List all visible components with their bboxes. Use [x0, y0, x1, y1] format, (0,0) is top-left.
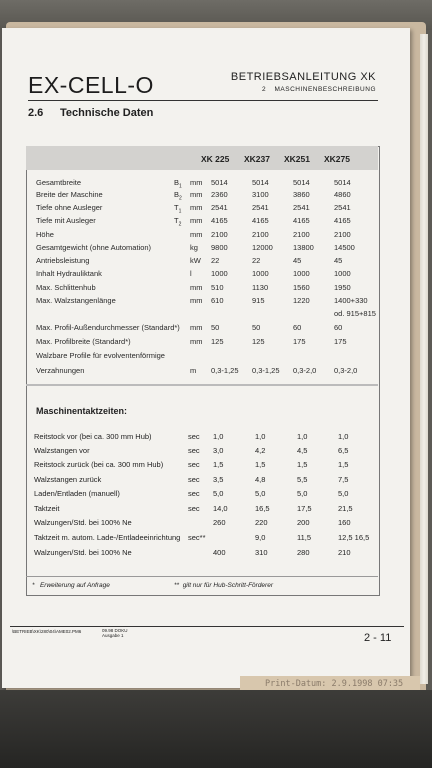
time-value: 14,0 — [213, 504, 228, 513]
column-header-xk237: XK237 — [244, 154, 270, 164]
machine-times-title: Maschinentaktzeiten: — [36, 406, 128, 416]
spec-value: 1000 — [334, 269, 351, 278]
spec-value: 2541 — [334, 203, 351, 212]
spec-symbol: $B_2$ — [174, 190, 182, 202]
spec-value: 4165 — [211, 216, 228, 225]
spec-unit: mm — [190, 230, 203, 239]
time-value: 1,0 — [338, 432, 349, 441]
time-value: 400 — [213, 548, 226, 557]
time-unit: sec — [188, 460, 200, 469]
time-unit: sec** — [188, 533, 206, 542]
spec-value: 45 — [334, 256, 343, 265]
spec-unit: mm — [190, 337, 203, 346]
footer-file-path: \BETRIEB\XK\280\04\AME02.PM6 — [12, 629, 82, 634]
time-label: Reitstock zurück (bei ca. 300 mm Hub) — [34, 460, 164, 469]
time-row — [2, 489, 432, 501]
time-row — [2, 460, 432, 472]
spec-value: 0,3-1,25 — [252, 366, 280, 375]
spec-value: 2100 — [334, 230, 351, 239]
spec-value: 60 — [334, 323, 343, 332]
time-value: 280 — [297, 548, 310, 557]
spec-row — [2, 309, 432, 321]
footer-date: 09.98 DOKU — [102, 628, 128, 633]
time-value: 3,5 — [213, 475, 224, 484]
spec-value: 125 — [252, 337, 265, 346]
time-value: 4,5 — [297, 446, 308, 455]
time-value: 5,0 — [338, 489, 349, 498]
time-value: 1,5 — [297, 460, 308, 469]
time-row — [2, 446, 432, 458]
time-value: 7,5 — [338, 475, 349, 484]
spec-label: Max. Profil-Außendurchmesser (Standard*) — [36, 323, 180, 332]
spec-unit: mm — [190, 323, 203, 332]
spec-row — [2, 296, 432, 308]
spec-label: Walzbare Profile für evolventenförmige — [36, 351, 165, 360]
spec-value: 5014 — [293, 178, 310, 187]
column-header-xk275: XK275 — [324, 154, 350, 164]
spec-value: 0,3-2,0 — [334, 366, 358, 375]
spec-value: 4860 — [334, 190, 351, 199]
time-label: Taktzeit — [34, 504, 60, 513]
time-value: 1,5 — [338, 460, 349, 469]
spec-value: 2360 — [211, 190, 228, 199]
spec-label: Breite der Maschine — [36, 190, 103, 199]
spec-unit: mm — [190, 216, 203, 225]
time-row — [2, 432, 432, 444]
spec-value: 2100 — [252, 230, 269, 239]
time-value: 1,0 — [297, 432, 308, 441]
spec-value: 3860 — [293, 190, 310, 199]
spec-unit: mm — [190, 190, 203, 199]
chapter-name: MASCHINENBESCHREIBUNG — [274, 86, 376, 93]
time-value: 1,5 — [255, 460, 266, 469]
spec-row — [2, 190, 432, 202]
time-value: 21,5 — [338, 504, 353, 513]
time-row — [2, 518, 432, 530]
spec-unit: mm — [190, 296, 203, 305]
spec-row — [2, 269, 432, 281]
spec-value: 1000 — [293, 269, 310, 278]
time-value: 5,0 — [297, 489, 308, 498]
time-value: 1,5 — [213, 460, 224, 469]
time-value: 12,5 16,5 — [338, 533, 370, 542]
spec-value: 1000 — [252, 269, 269, 278]
spec-row — [2, 351, 432, 363]
spec-value: 5014 — [334, 178, 351, 187]
spec-row — [2, 337, 432, 349]
table-surface — [0, 690, 432, 768]
chapter-subtitle — [231, 86, 376, 93]
spec-value: 1130 — [252, 283, 269, 292]
time-label: Taktzeit m. autom. Lade-/Entladeeinrichtung — [34, 533, 181, 542]
spec-value: 510 — [211, 283, 224, 292]
header-right — [231, 71, 376, 93]
time-value: 260 — [213, 518, 226, 527]
spec-value: 1000 — [211, 269, 228, 278]
time-value: 3,0 — [213, 446, 224, 455]
section-divider — [26, 384, 378, 386]
spec-value: 5014 — [211, 178, 228, 187]
spec-label: Max. Walzstangenlänge — [36, 296, 116, 305]
spec-label: Inhalt Hydrauliktank — [36, 269, 102, 278]
spec-value: 14500 — [334, 243, 355, 252]
spec-row — [2, 203, 432, 215]
spec-label: Höhe — [36, 230, 54, 239]
manual-title: BETRIEBSANLEITUNG XK — [230, 71, 376, 83]
footnote-rule — [26, 576, 378, 577]
time-value: 5,0 — [213, 489, 224, 498]
spec-label: Max. Profilbreite (Standard*) — [36, 337, 131, 346]
time-value: 17,5 — [297, 504, 312, 513]
footnote-star: * Erweiterung auf Anfrage — [32, 582, 110, 589]
spec-row — [2, 256, 432, 268]
column-header-xk225: XK 225 — [201, 154, 230, 164]
spec-symbol: $T_2$ — [174, 216, 182, 228]
spec-value: 60 — [293, 323, 302, 332]
spec-unit: mm — [190, 203, 203, 212]
time-label: Reitstock vor (bei ca. 300 mm Hub) — [34, 432, 152, 441]
spec-symbol: $B_1$ — [174, 178, 182, 190]
time-label: Walzstangen zurück — [34, 475, 102, 484]
spec-unit: kW — [190, 256, 201, 265]
spec-value: 1220 — [293, 296, 310, 305]
time-row — [2, 504, 432, 516]
spec-value: 610 — [211, 296, 224, 305]
section-number: 2.6 — [28, 107, 44, 119]
time-value: 200 — [297, 518, 310, 527]
spec-label: Gesamtgewicht (ohne Automation) — [36, 243, 152, 252]
time-label: Walzungen/Std. bei 100% Ne — [34, 548, 132, 557]
spec-value: 4165 — [334, 216, 351, 225]
spec-row — [2, 216, 432, 228]
footer-rule — [10, 626, 404, 627]
spec-value: 5014 — [252, 178, 269, 187]
spec-unit: l — [190, 269, 192, 278]
spec-row — [2, 230, 432, 242]
time-row — [2, 548, 432, 560]
spec-value: 4165 — [293, 216, 310, 225]
time-value: 16,5 — [255, 504, 270, 513]
footer-doc-info — [102, 628, 128, 638]
spec-value: 1560 — [293, 283, 310, 292]
spec-value: 175 — [334, 337, 347, 346]
spec-value: 12000 — [252, 243, 273, 252]
spec-value: 2541 — [293, 203, 310, 212]
spec-value: 45 — [293, 256, 302, 265]
time-unit: sec — [188, 446, 200, 455]
document-page — [2, 28, 410, 688]
footer-edition: Ausgabe 1 — [102, 633, 124, 638]
spec-unit: m — [190, 366, 197, 375]
spec-value: 2100 — [293, 230, 310, 239]
page-stack-edge — [420, 34, 428, 684]
spec-value: 22 — [211, 256, 220, 265]
spec-label: Antriebsleistung — [36, 256, 90, 265]
time-value: 4,8 — [255, 475, 266, 484]
section-title: Technische Daten — [60, 107, 154, 119]
print-date-stamp: Print-Datum: 2.9.1998 07:35 — [265, 679, 404, 689]
spec-label: Tiefe mit Ausleger — [36, 216, 96, 225]
spec-value: 0,3-1,25 — [211, 366, 239, 375]
spec-value: 1400+330 — [334, 296, 368, 305]
time-row — [2, 475, 432, 487]
time-value: 310 — [255, 548, 268, 557]
spec-value: 3100 — [252, 190, 269, 199]
spec-row — [2, 178, 432, 190]
time-value: 210 — [338, 548, 351, 557]
spec-value: 915 — [252, 296, 265, 305]
spec-label: Verzahnungen — [36, 366, 85, 375]
time-value: 4,2 — [255, 446, 266, 455]
company-logo: EX-CELL-O — [28, 72, 154, 98]
spec-row — [2, 366, 432, 378]
spec-unit: mm — [190, 178, 203, 187]
header-rule — [28, 100, 378, 101]
time-unit: sec — [188, 432, 200, 441]
spec-value: 2100 — [211, 230, 228, 239]
spec-value: 2541 — [211, 203, 228, 212]
time-value: 220 — [255, 518, 268, 527]
time-label: Walzungen/Std. bei 100% Ne — [34, 518, 132, 527]
spec-unit: kg — [190, 243, 198, 252]
chapter-number: 2 — [262, 86, 267, 93]
spec-value: 0,3-2,0 — [293, 366, 317, 375]
page-number: 2 - 11 — [364, 632, 392, 644]
spec-row — [2, 243, 432, 255]
time-value: 9,0 — [255, 533, 266, 542]
spec-label: Gesamtbreite — [36, 178, 82, 187]
spec-label: Tiefe ohne Ausleger — [36, 203, 103, 212]
spec-value: 9800 — [211, 243, 228, 252]
footnote-double-star: ** gilt nur für Hub-Schritt-Förderer — [174, 582, 273, 589]
spec-value: 50 — [211, 323, 220, 332]
time-value: 11,5 — [297, 533, 312, 542]
spec-value: 50 — [252, 323, 261, 332]
time-value: 6,5 — [338, 446, 349, 455]
spec-label: Max. Schlittenhub — [36, 283, 96, 292]
time-unit: sec — [188, 489, 200, 498]
time-row — [2, 533, 432, 545]
spec-value: 22 — [252, 256, 261, 265]
spec-value: 1950 — [334, 283, 351, 292]
spec-value: od. 915+815 — [334, 309, 376, 318]
time-value: 1,0 — [213, 432, 224, 441]
time-value: 5,0 — [255, 489, 266, 498]
spec-value: 175 — [293, 337, 306, 346]
spec-value: 4165 — [252, 216, 269, 225]
spec-row — [2, 323, 432, 335]
spec-row — [2, 283, 432, 295]
time-value: 160 — [338, 518, 351, 527]
spec-unit: mm — [190, 283, 203, 292]
spec-value: 125 — [211, 337, 224, 346]
time-unit: sec — [188, 504, 200, 513]
time-unit: sec — [188, 475, 200, 484]
column-header-xk251: XK251 — [284, 154, 310, 164]
spec-symbol: $T_1$ — [174, 203, 182, 215]
spec-value: 13800 — [293, 243, 314, 252]
spec-value: 2541 — [252, 203, 269, 212]
time-label: Laden/Entladen (manuell) — [34, 489, 120, 498]
time-value: 5,5 — [297, 475, 308, 484]
time-label: Walzstangen vor — [34, 446, 90, 455]
time-value: 1,0 — [255, 432, 266, 441]
